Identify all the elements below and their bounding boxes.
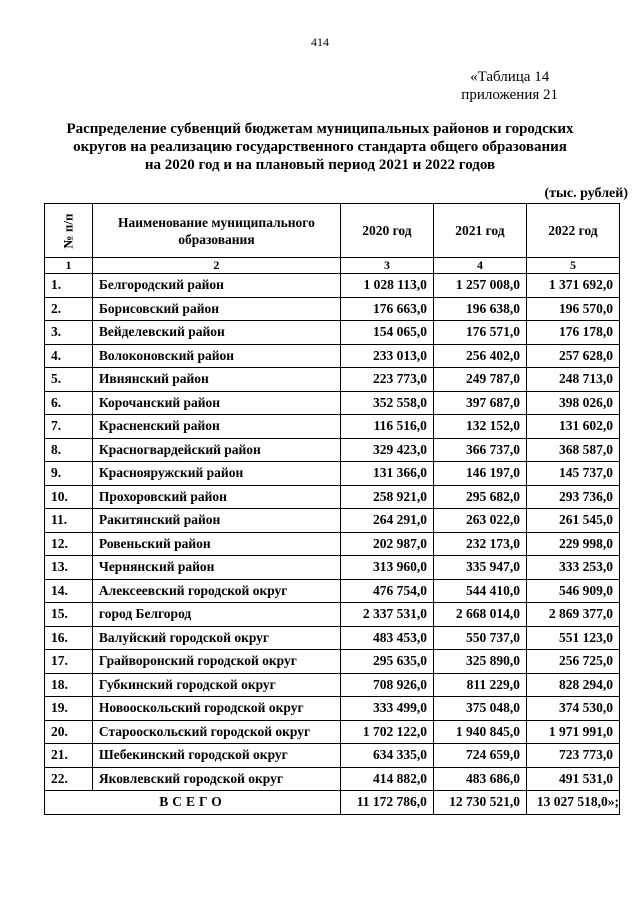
row-value-2020: 2 337 531,0 [340, 603, 433, 627]
row-value-2022: 229 998,0 [526, 532, 619, 556]
row-name: Шебекинский городской округ [92, 744, 340, 768]
row-value-2021: 196 638,0 [433, 297, 526, 321]
column-number: 1 [45, 258, 93, 274]
row-name: Новооскольский городской округ [92, 697, 340, 721]
row-value-2021: 232 173,0 [433, 532, 526, 556]
row-value-2021: 724 659,0 [433, 744, 526, 768]
row-name: Корочанский район [92, 391, 340, 415]
row-value-2022: 1 371 692,0 [526, 274, 619, 298]
header-2022: 2022 год [526, 204, 619, 258]
row-name: Волоконовский район [92, 344, 340, 368]
page-number: 414 [311, 35, 329, 49]
row-value-2022: 196 570,0 [526, 297, 619, 321]
row-value-2021: 263 022,0 [433, 509, 526, 533]
column-number: 4 [433, 258, 526, 274]
row-name: Валуйский городской округ [92, 626, 340, 650]
row-number: 1. [45, 274, 93, 298]
total-2022: 13 027 518,0»; [526, 791, 619, 815]
row-value-2022: 293 736,0 [526, 485, 619, 509]
row-value-2020: 313 960,0 [340, 556, 433, 580]
row-name: Красненский район [92, 415, 340, 439]
row-value-2022: 2 869 377,0 [526, 603, 619, 627]
row-value-2022: 131 602,0 [526, 415, 619, 439]
row-name: Алексеевский городской округ [92, 579, 340, 603]
title-line-2: округов на реализацию государственного стандарта общего образования [73, 139, 567, 155]
row-value-2022: 176 178,0 [526, 321, 619, 345]
row-name: Яковлевский городской округ [92, 767, 340, 791]
row-value-2020: 202 987,0 [340, 532, 433, 556]
column-number: 5 [526, 258, 619, 274]
row-value-2021: 483 686,0 [433, 767, 526, 791]
row-value-2020: 414 882,0 [340, 767, 433, 791]
units-label: (тыс. рублей) [544, 186, 628, 201]
row-value-2021: 544 410,0 [433, 579, 526, 603]
row-value-2020: 116 516,0 [340, 415, 433, 439]
row-value-2022: 828 294,0 [526, 673, 619, 697]
table-row [45, 438, 620, 462]
row-value-2022: 723 773,0 [526, 744, 619, 768]
row-value-2022: 257 628,0 [526, 344, 619, 368]
row-number: 20. [45, 720, 93, 744]
column-number: 3 [340, 258, 433, 274]
row-value-2020: 154 065,0 [340, 321, 433, 345]
row-number: 9. [45, 462, 93, 486]
row-number: 16. [45, 626, 93, 650]
table-row [45, 415, 620, 439]
row-value-2021: 2 668 014,0 [433, 603, 526, 627]
row-value-2021: 146 197,0 [433, 462, 526, 486]
header-2021: 2021 год [433, 204, 526, 258]
row-value-2022: 256 725,0 [526, 650, 619, 674]
row-value-2022: 1 971 991,0 [526, 720, 619, 744]
row-value-2020: 634 335,0 [340, 744, 433, 768]
row-value-2022: 551 123,0 [526, 626, 619, 650]
row-value-2022: 398 026,0 [526, 391, 619, 415]
total-label: ВСЕГО [45, 791, 341, 815]
header-name: Наименование муниципального образования [92, 204, 340, 258]
row-value-2021: 256 402,0 [433, 344, 526, 368]
table-row [45, 603, 620, 627]
row-number: 7. [45, 415, 93, 439]
row-value-2020: 233 013,0 [340, 344, 433, 368]
row-number: 10. [45, 485, 93, 509]
table-row [45, 391, 620, 415]
row-value-2022: 248 713,0 [526, 368, 619, 392]
column-number-row [45, 258, 620, 274]
row-value-2022: 374 530,0 [526, 697, 619, 721]
row-value-2021: 295 682,0 [433, 485, 526, 509]
row-value-2020: 176 663,0 [340, 297, 433, 321]
row-number: 2. [45, 297, 93, 321]
table-reference [461, 68, 558, 104]
table-row [45, 462, 620, 486]
row-name: Губкинский городской округ [92, 673, 340, 697]
table-row [45, 697, 620, 721]
total-2020: 11 172 786,0 [340, 791, 433, 815]
row-number: 11. [45, 509, 93, 533]
row-name: Прохоровский район [92, 485, 340, 509]
header-number-label: № п/п [60, 213, 76, 248]
reference-line-1: «Таблица 14 [470, 69, 550, 85]
row-value-2022: 368 587,0 [526, 438, 619, 462]
row-number: 19. [45, 697, 93, 721]
row-value-2022: 333 253,0 [526, 556, 619, 580]
row-number: 5. [45, 368, 93, 392]
row-value-2021: 132 152,0 [433, 415, 526, 439]
row-value-2021: 811 229,0 [433, 673, 526, 697]
row-number: 17. [45, 650, 93, 674]
header-number [45, 204, 93, 258]
table-row [45, 579, 620, 603]
table-row [45, 297, 620, 321]
header-2020: 2020 год [340, 204, 433, 258]
row-name: Грайворонский городской округ [92, 650, 340, 674]
row-value-2021: 366 737,0 [433, 438, 526, 462]
table-header-row [45, 204, 620, 258]
table-row [45, 321, 620, 345]
subsidy-table [44, 203, 620, 815]
row-name: Краснояружский район [92, 462, 340, 486]
column-number: 2 [92, 258, 340, 274]
row-value-2022: 491 531,0 [526, 767, 619, 791]
row-name: Борисовский район [92, 297, 340, 321]
table-row [45, 532, 620, 556]
row-name: Красногвардейский район [92, 438, 340, 462]
reference-line-2: приложения 21 [461, 87, 558, 103]
row-name: город Белгород [92, 603, 340, 627]
row-value-2020: 1 702 122,0 [340, 720, 433, 744]
row-number: 22. [45, 767, 93, 791]
table-row [45, 626, 620, 650]
row-value-2021: 335 947,0 [433, 556, 526, 580]
row-value-2020: 329 423,0 [340, 438, 433, 462]
row-name: Вейделевский район [92, 321, 340, 345]
title-line-1: Распределение субвенций бюджетам муниципальных районов и городских [66, 121, 574, 137]
table-row [45, 344, 620, 368]
row-number: 4. [45, 344, 93, 368]
table-row [45, 274, 620, 298]
row-value-2020: 483 453,0 [340, 626, 433, 650]
row-value-2021: 397 687,0 [433, 391, 526, 415]
table-row [45, 509, 620, 533]
table-row [45, 767, 620, 791]
row-number: 15. [45, 603, 93, 627]
row-value-2020: 708 926,0 [340, 673, 433, 697]
row-number: 18. [45, 673, 93, 697]
row-number: 14. [45, 579, 93, 603]
row-value-2020: 258 921,0 [340, 485, 433, 509]
row-value-2020: 1 028 113,0 [340, 274, 433, 298]
row-value-2020: 131 366,0 [340, 462, 433, 486]
table-row [45, 650, 620, 674]
row-value-2022: 145 737,0 [526, 462, 619, 486]
row-value-2021: 176 571,0 [433, 321, 526, 345]
table-row [45, 485, 620, 509]
row-number: 13. [45, 556, 93, 580]
row-value-2020: 333 499,0 [340, 697, 433, 721]
row-number: 21. [45, 744, 93, 768]
table-body [45, 274, 620, 791]
row-name: Ракитянский район [92, 509, 340, 533]
row-value-2022: 261 545,0 [526, 509, 619, 533]
row-value-2021: 550 737,0 [433, 626, 526, 650]
table-row [45, 673, 620, 697]
row-number: 12. [45, 532, 93, 556]
row-value-2020: 264 291,0 [340, 509, 433, 533]
title-line-3: на 2020 год и на плановый период 2021 и 2022 годов [144, 157, 496, 173]
table-row [45, 556, 620, 580]
row-value-2021: 1 940 845,0 [433, 720, 526, 744]
total-row [45, 791, 620, 815]
table-row [45, 744, 620, 768]
row-value-2020: 476 754,0 [340, 579, 433, 603]
table-row [45, 368, 620, 392]
row-value-2021: 249 787,0 [433, 368, 526, 392]
row-value-2022: 546 909,0 [526, 579, 619, 603]
total-2021: 12 730 521,0 [433, 791, 526, 815]
row-value-2020: 352 558,0 [340, 391, 433, 415]
table-row [45, 720, 620, 744]
row-number: 8. [45, 438, 93, 462]
row-value-2020: 295 635,0 [340, 650, 433, 674]
row-number: 3. [45, 321, 93, 345]
row-name: Ивнянский район [92, 368, 340, 392]
row-value-2021: 1 257 008,0 [433, 274, 526, 298]
row-name: Чернянский район [92, 556, 340, 580]
row-name: Ровеньский район [92, 532, 340, 556]
row-name: Старооскольский городской округ [92, 720, 340, 744]
row-value-2020: 223 773,0 [340, 368, 433, 392]
row-name: Белгородский район [92, 274, 340, 298]
row-value-2021: 375 048,0 [433, 697, 526, 721]
row-number: 6. [45, 391, 93, 415]
row-value-2021: 325 890,0 [433, 650, 526, 674]
document-title [40, 120, 600, 174]
